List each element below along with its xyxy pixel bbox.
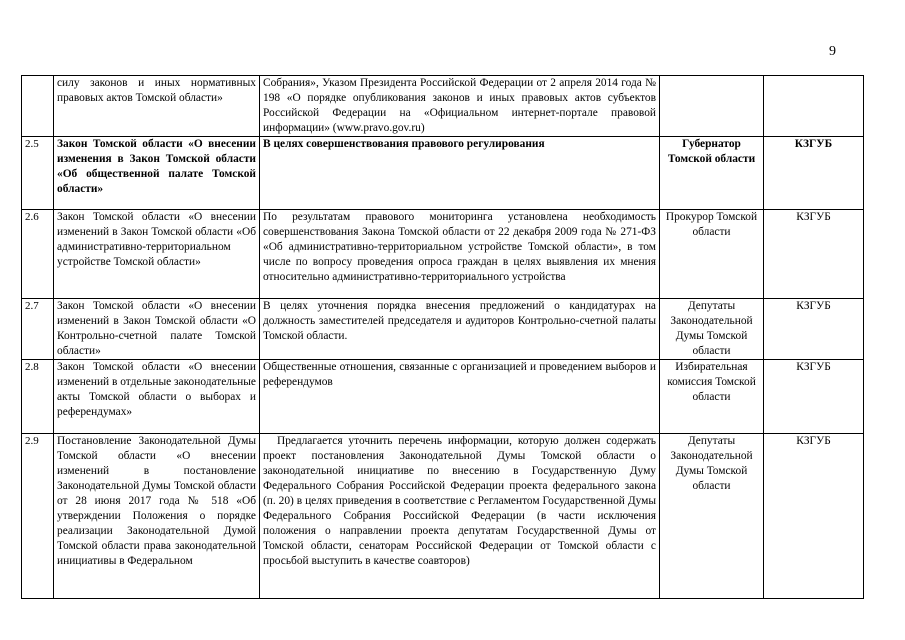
table-row	[22, 299, 864, 360]
act-committee: КЗГУБ	[764, 434, 864, 599]
act-name: силу законов и иных нормативных правовых актов Томской области»	[54, 76, 260, 137]
act-reason: В целях совершенствования правового регулирования	[260, 137, 660, 210]
act-responsible: Избирательная комиссия Томской области	[660, 360, 764, 434]
act-reason: Предлагается уточнить перечень информации, которую должен содержать проект постановления Законодательной Думы Томской области о законодательной инициативе по внесению в Государственную Думу Федерального Собрания Российской Федерации проекта федерального закона (п. 20) в целях приведения в соответствие с Регламентом Государственной Думы Федерального Собрания Российской Федерации (в части исключения положения о направлении проекта депутатам Государственной Думы от Томской области, сенаторам Российской Федерации от Томской области с просьбой выступить в качестве соавторов)	[263, 435, 656, 567]
act-committee: КЗГУБ	[764, 137, 864, 210]
act-reason: По результатам правового мониторинга установлена необходимость совершенствования Закона Томской области от 22 декабря 2009 года № 271-ФЗ «Об административно-территориальном устройстве Томской области», в том числе по вопросу проведения опроса граждан в целях выявления их мнения относительно административно-территориального устройства	[260, 210, 660, 299]
act-name: Закон Томской области «О внесении изменений в Закон Томской области «Об административно-территориальном устройстве Томской области»	[54, 210, 260, 299]
table-row	[22, 210, 864, 299]
row-number: 2.9	[22, 434, 54, 599]
row-number	[22, 76, 54, 137]
table-row	[22, 434, 864, 599]
act-reason: Общественные отношения, связанные с организацией и проведением выборов и референдумов	[260, 360, 660, 434]
act-responsible	[660, 76, 764, 137]
act-committee: КЗГУБ	[764, 360, 864, 434]
act-reason: Собрания», Указом Президента Российской Федерации от 2 апреля 2014 года № 198 «О порядке опубликования законов и иных правовых актов субъектов Российской Федерации на «Официальном интернет-портале правовой информации» (www.pravo.gov.ru)	[260, 76, 660, 137]
legislative-plan-table	[21, 75, 864, 599]
act-responsible: Депутаты Законодательной Думы Томской области	[660, 434, 764, 599]
act-responsible: Депутаты Законодательной Думы Томской области	[660, 299, 764, 360]
table-row	[22, 137, 864, 210]
act-reason-cell	[260, 434, 660, 599]
act-committee: КЗГУБ	[764, 299, 864, 360]
act-responsible: Губернатор Томской области	[660, 137, 764, 210]
act-responsible: Прокурор Томской области	[660, 210, 764, 299]
row-number: 2.7	[22, 299, 54, 360]
act-name: Постановление Законодательной Думы Томской области «О внесении изменений в постановление Законодательной Думы Томской области от 28 июня 2017 года № 518 «Об утверждении Положения о порядке реализации Законодательной Думой Томской области права законодательной инициативы в Федеральном	[54, 434, 260, 599]
act-name: Закон Томской области «О внесении изменения в Закон Томской области «Об общественной палате Томской области»	[54, 137, 260, 210]
page-number: 9	[829, 44, 836, 59]
act-name: Закон Томской области «О внесении изменений в отдельные законодательные акты Томской области о выборах и референдумах»	[54, 360, 260, 434]
act-reason: В целях уточнения порядка внесения предложений о кандидатурах на должность заместителей председателя и аудиторов Контрольно-счетной палаты Томской области.	[260, 299, 660, 360]
row-number: 2.5	[22, 137, 54, 210]
act-name: Закон Томской области «О внесении изменений в Закон Томской области «О Контрольно-счетной палате Томской области»	[54, 299, 260, 360]
table-row	[22, 360, 864, 434]
act-committee: КЗГУБ	[764, 210, 864, 299]
row-number: 2.6	[22, 210, 54, 299]
row-number: 2.8	[22, 360, 54, 434]
act-committee	[764, 76, 864, 137]
table-row	[22, 76, 864, 137]
